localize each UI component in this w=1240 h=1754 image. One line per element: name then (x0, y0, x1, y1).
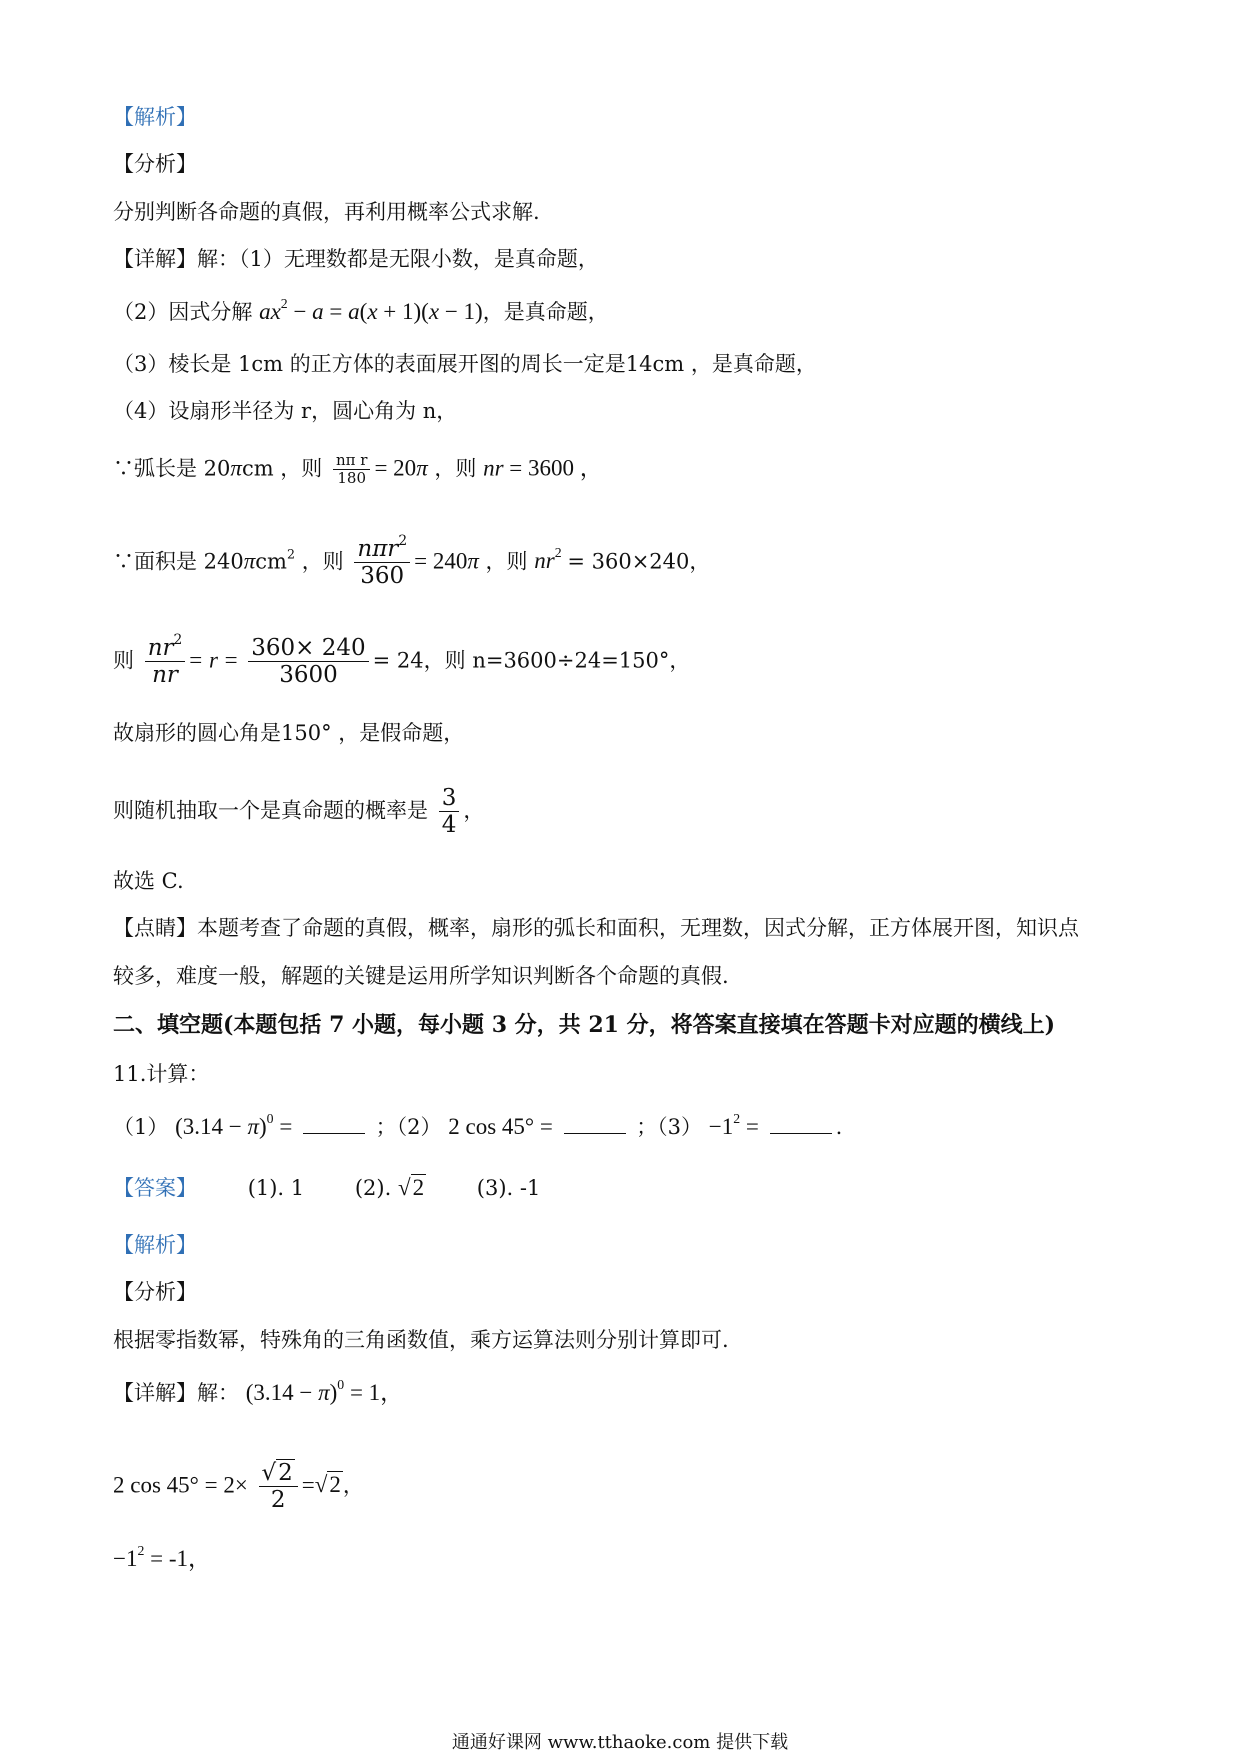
q11-question: （1） $(3.14 - \pi)^0$ = ；（2） 2 cos 45° = ；$(3) -1^2$ = . (113, 1110, 843, 1139)
q11-fenxi-text: 根据零指数幂，特殊角的三角函数值，乘方运算法则分别计算即可. (113, 1328, 729, 1352)
q10-area-line: ∵面积是 240πcm$^2$ ，则 $\frac{n\pi r^2}{360}$ = 240π ，则 $nr^2 = 360\times 240$， (113, 532, 711, 590)
q11-power-line: $-1^2 = -1$， (113, 1542, 212, 1571)
section-2-title: 二、填空题(本题包括 7 小题，每小题 3 分，共 21 分，将答案直接填在答题卡对应题的横线上) (113, 1012, 1056, 1038)
sqrt-symbol: √2 (397, 1175, 425, 1200)
page-footer: 通通好课网 www.tthaoke.com 提供下载 (451, 1732, 789, 1753)
answer-blank-1[interactable] (303, 1115, 365, 1134)
answer-blank-2[interactable] (564, 1115, 626, 1134)
fenxi-tag: 【分析】 (113, 152, 197, 176)
q10-dianjing-line-1: 【点睛】本题考查了命题的真假，概率，扇形的弧长和面积，无理数，因式分解，正方体展开图，知识点 (113, 916, 1079, 940)
factor-expression: $ax^2 - a = a(x + 1)(x - 1)$ (259, 295, 483, 324)
radius-value-fraction: $\frac{360\times 240}{3600}$ (248, 635, 368, 689)
jiexi-tag: 【解析】 (113, 105, 197, 129)
q10-detail-line-1: 【详解】解：（1）无理数都是无限小数，是真命题， (113, 247, 599, 271)
xiangjie-tag: 【详解】 (113, 247, 197, 271)
q10-probability-line: 则随机抽取一个是真命题的概率是 $\frac{3}{4}$ ， (113, 785, 485, 839)
radius-fraction: $\frac{nr^2}{nr}$ (145, 635, 186, 689)
q10-detail-line-3: （3）棱长是 1cm 的正方体的表面展开图的周长一定是14cm ，是真命题， (113, 352, 817, 376)
q10-fenxi-text: 分别判断各命题的真假，再利用概率公式求解. (113, 200, 540, 224)
q10-arc-length-line: ∵弧长是 20πcm ，则 $\frac{\text{nπ r}}{180}$ = 20π ，则 nr = 3600 ， (113, 451, 603, 488)
q11-detail-line-1: 【详解】解： $(3.14 - \pi)^0 = 1$， (113, 1376, 404, 1405)
q10-detail-line-2: （2）因式分解 $ax^2 - a = a(x + 1)(x - 1)$，是真命题， (113, 295, 609, 324)
dianjing-tag: 【点睛】 (113, 916, 197, 940)
q10-detail-line-4: （4）设扇形半径为 r，圆心角为 n， (113, 399, 458, 423)
q10-choice: 故选 C. (113, 869, 184, 893)
q11-jiexi-tag: 【解析】 (113, 1233, 197, 1257)
q10-detail-line-8: 故扇形的圆心角是150° ，是假命题， (113, 721, 465, 745)
cos-fraction: $\frac{√2}{2}$ (259, 1460, 298, 1514)
answer-blank-3[interactable] (770, 1115, 832, 1134)
q11-cos-line: 2 cos 45° = 2× $\frac{√2}{2}$ =√2， (113, 1460, 364, 1514)
q10-dianjing-line-2: 较多，难度一般，解题的关键是运用所学知识判断各个命题的真假. (113, 964, 729, 988)
probability-fraction: $\frac{3}{4}$ (439, 785, 460, 839)
area-fraction: $\frac{n\pi r^2}{360}$ (354, 536, 410, 590)
q11-title: 11.计算： (113, 1062, 210, 1086)
arc-fraction: $\frac{\text{nπ r}}{180}$ (333, 452, 370, 488)
q10-radius-line: 则 $\frac{nr^2}{nr}$ = r = $\frac{360\times 240}{3600}$ = 24，则 n=3600÷24=150°， (113, 631, 691, 689)
q11-fenxi-tag: 【分析】 (113, 1280, 197, 1304)
q11-answer-line: 【答案】 (1). 1 (2). √2 (3). -1 (113, 1173, 540, 1203)
sqrt-symbol-2: √2 (314, 1472, 341, 1498)
answer-tag: 【答案】 (113, 1176, 197, 1200)
